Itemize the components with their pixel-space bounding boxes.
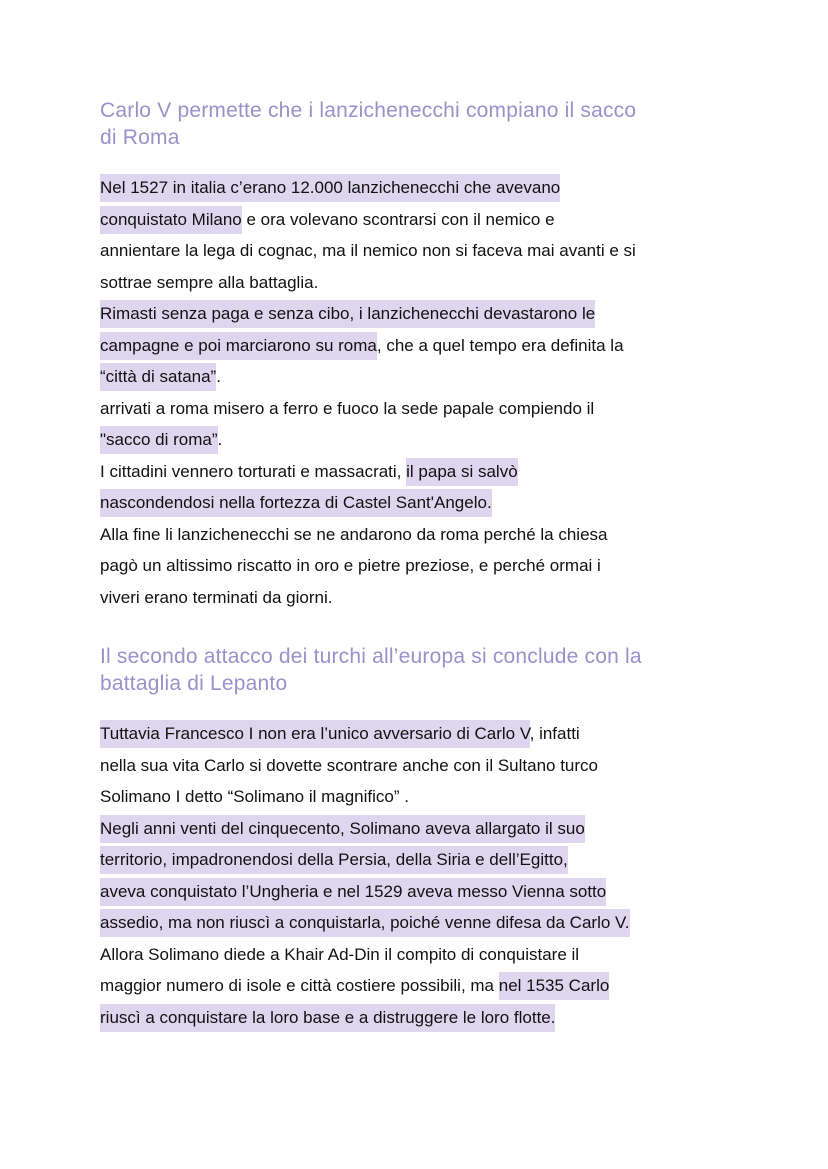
- section: [100, 97, 740, 613]
- highlighted-text: “città di satana”: [100, 363, 216, 391]
- highlighted-text: riuscì a conquistare la loro base e a distruggere le loro flotte.: [100, 1004, 555, 1032]
- highlighted-text: Negli anni venti del cinquecento, Solimano aveva allargato il suo: [100, 815, 585, 843]
- text-line: [100, 330, 740, 362]
- text-line: [100, 844, 740, 876]
- highlighted-text: nel 1535 Carlo: [499, 972, 610, 1000]
- text-line: [100, 781, 740, 813]
- section: [100, 643, 740, 1033]
- text-line: [100, 393, 740, 425]
- highlighted-text: nascondendosi nella fortezza di Castel Sant'Angelo.: [100, 489, 492, 517]
- text: Alla fine li lanzichenecchi se ne andarono da roma perché la chiesa: [100, 524, 608, 544]
- paragraph-body: [100, 718, 740, 1033]
- text: pagò un altissimo riscatto in oro e pietre preziose, e perché ormai i: [100, 556, 601, 575]
- text-line: [100, 456, 740, 488]
- highlighted-text: Rimasti senza paga e senza cibo, i lanzichenecchi devastarono le: [100, 300, 595, 328]
- text: , che a quel tempo era definita la: [376, 335, 624, 355]
- highlighted-text: il papa si salvò: [406, 458, 518, 486]
- text: annientare la lega di cognac, ma il nemico non si faceva mai avanti e si: [100, 241, 636, 260]
- text-line: [100, 718, 740, 750]
- highlighted-text: territorio, impadronendosi della Persia, della Siria e dell’Egitto,: [100, 846, 568, 874]
- highlighted-text: aveva conquistato l’Ungheria e nel 1529 aveva messo Vienna sotto: [100, 878, 606, 906]
- text: .: [217, 430, 223, 449]
- text-line: [100, 876, 740, 908]
- highlighted-text: Tuttavia Francesco I non era l’unico avversario di Carlo V: [100, 720, 530, 748]
- text: maggior numero di isole e città costiere possibili, ma: [100, 976, 499, 995]
- text-line: [100, 813, 740, 845]
- section-heading: [100, 97, 740, 151]
- highlighted-text: campagne e poi marciarono su roma: [100, 332, 377, 360]
- text-line: [100, 1002, 740, 1034]
- document-page: [100, 97, 740, 1033]
- text: , infatti: [529, 724, 580, 743]
- text-line: [100, 172, 740, 204]
- text: viveri erano terminati da giorni.: [100, 587, 333, 607]
- section-heading: [100, 643, 740, 697]
- text-line: [100, 582, 740, 614]
- text: Solimano I detto “Solimano il magnifico” .: [100, 787, 409, 806]
- text-line: [100, 298, 740, 330]
- highlighted-text: Nel 1527 in italia c’erano 12.000 lanzichenecchi che avevano: [100, 174, 560, 202]
- highlighted-text: "sacco di roma”: [100, 426, 218, 454]
- text: arrivati a roma misero a ferro e fuoco la sede papale compiendo il: [100, 398, 595, 418]
- heading-line: Il secondo attacco dei turchi all’europa si conclude con la: [100, 645, 642, 668]
- heading-line: Carlo V permette che i lanzichenecchi compiano il sacco: [100, 99, 637, 122]
- text: I cittadini vennero torturati e massacrati,: [100, 461, 407, 481]
- text-line: [100, 970, 740, 1002]
- text: sottrae sempre alla battaglia.: [100, 272, 319, 292]
- text: .: [216, 367, 221, 386]
- heading-line: battaglia di Lepanto: [100, 672, 288, 695]
- text-line: [100, 204, 740, 236]
- highlighted-text: conquistato Milano: [100, 206, 242, 234]
- heading-line: di Roma: [100, 126, 180, 149]
- text: nella sua vita Carlo si dovette scontrare anche con il Sultano turco: [100, 755, 598, 775]
- text: e ora volevano scontrarsi con il nemico e: [241, 209, 555, 229]
- text-line: [100, 907, 740, 939]
- text-line: [100, 267, 740, 299]
- paragraph-body: [100, 172, 740, 613]
- text-line: [100, 939, 740, 971]
- text-line: [100, 487, 740, 519]
- text-line: [100, 750, 740, 782]
- highlighted-text: assedio, ma non riuscì a conquistarla, poiché venne difesa da Carlo V.: [100, 909, 630, 937]
- text: Allora Solimano diede a Khair Ad-Din il compito di conquistare il: [100, 944, 580, 964]
- text-line: [100, 424, 740, 456]
- text-line: [100, 361, 740, 393]
- text-line: [100, 550, 740, 582]
- text-line: [100, 519, 740, 551]
- text-line: [100, 235, 740, 267]
